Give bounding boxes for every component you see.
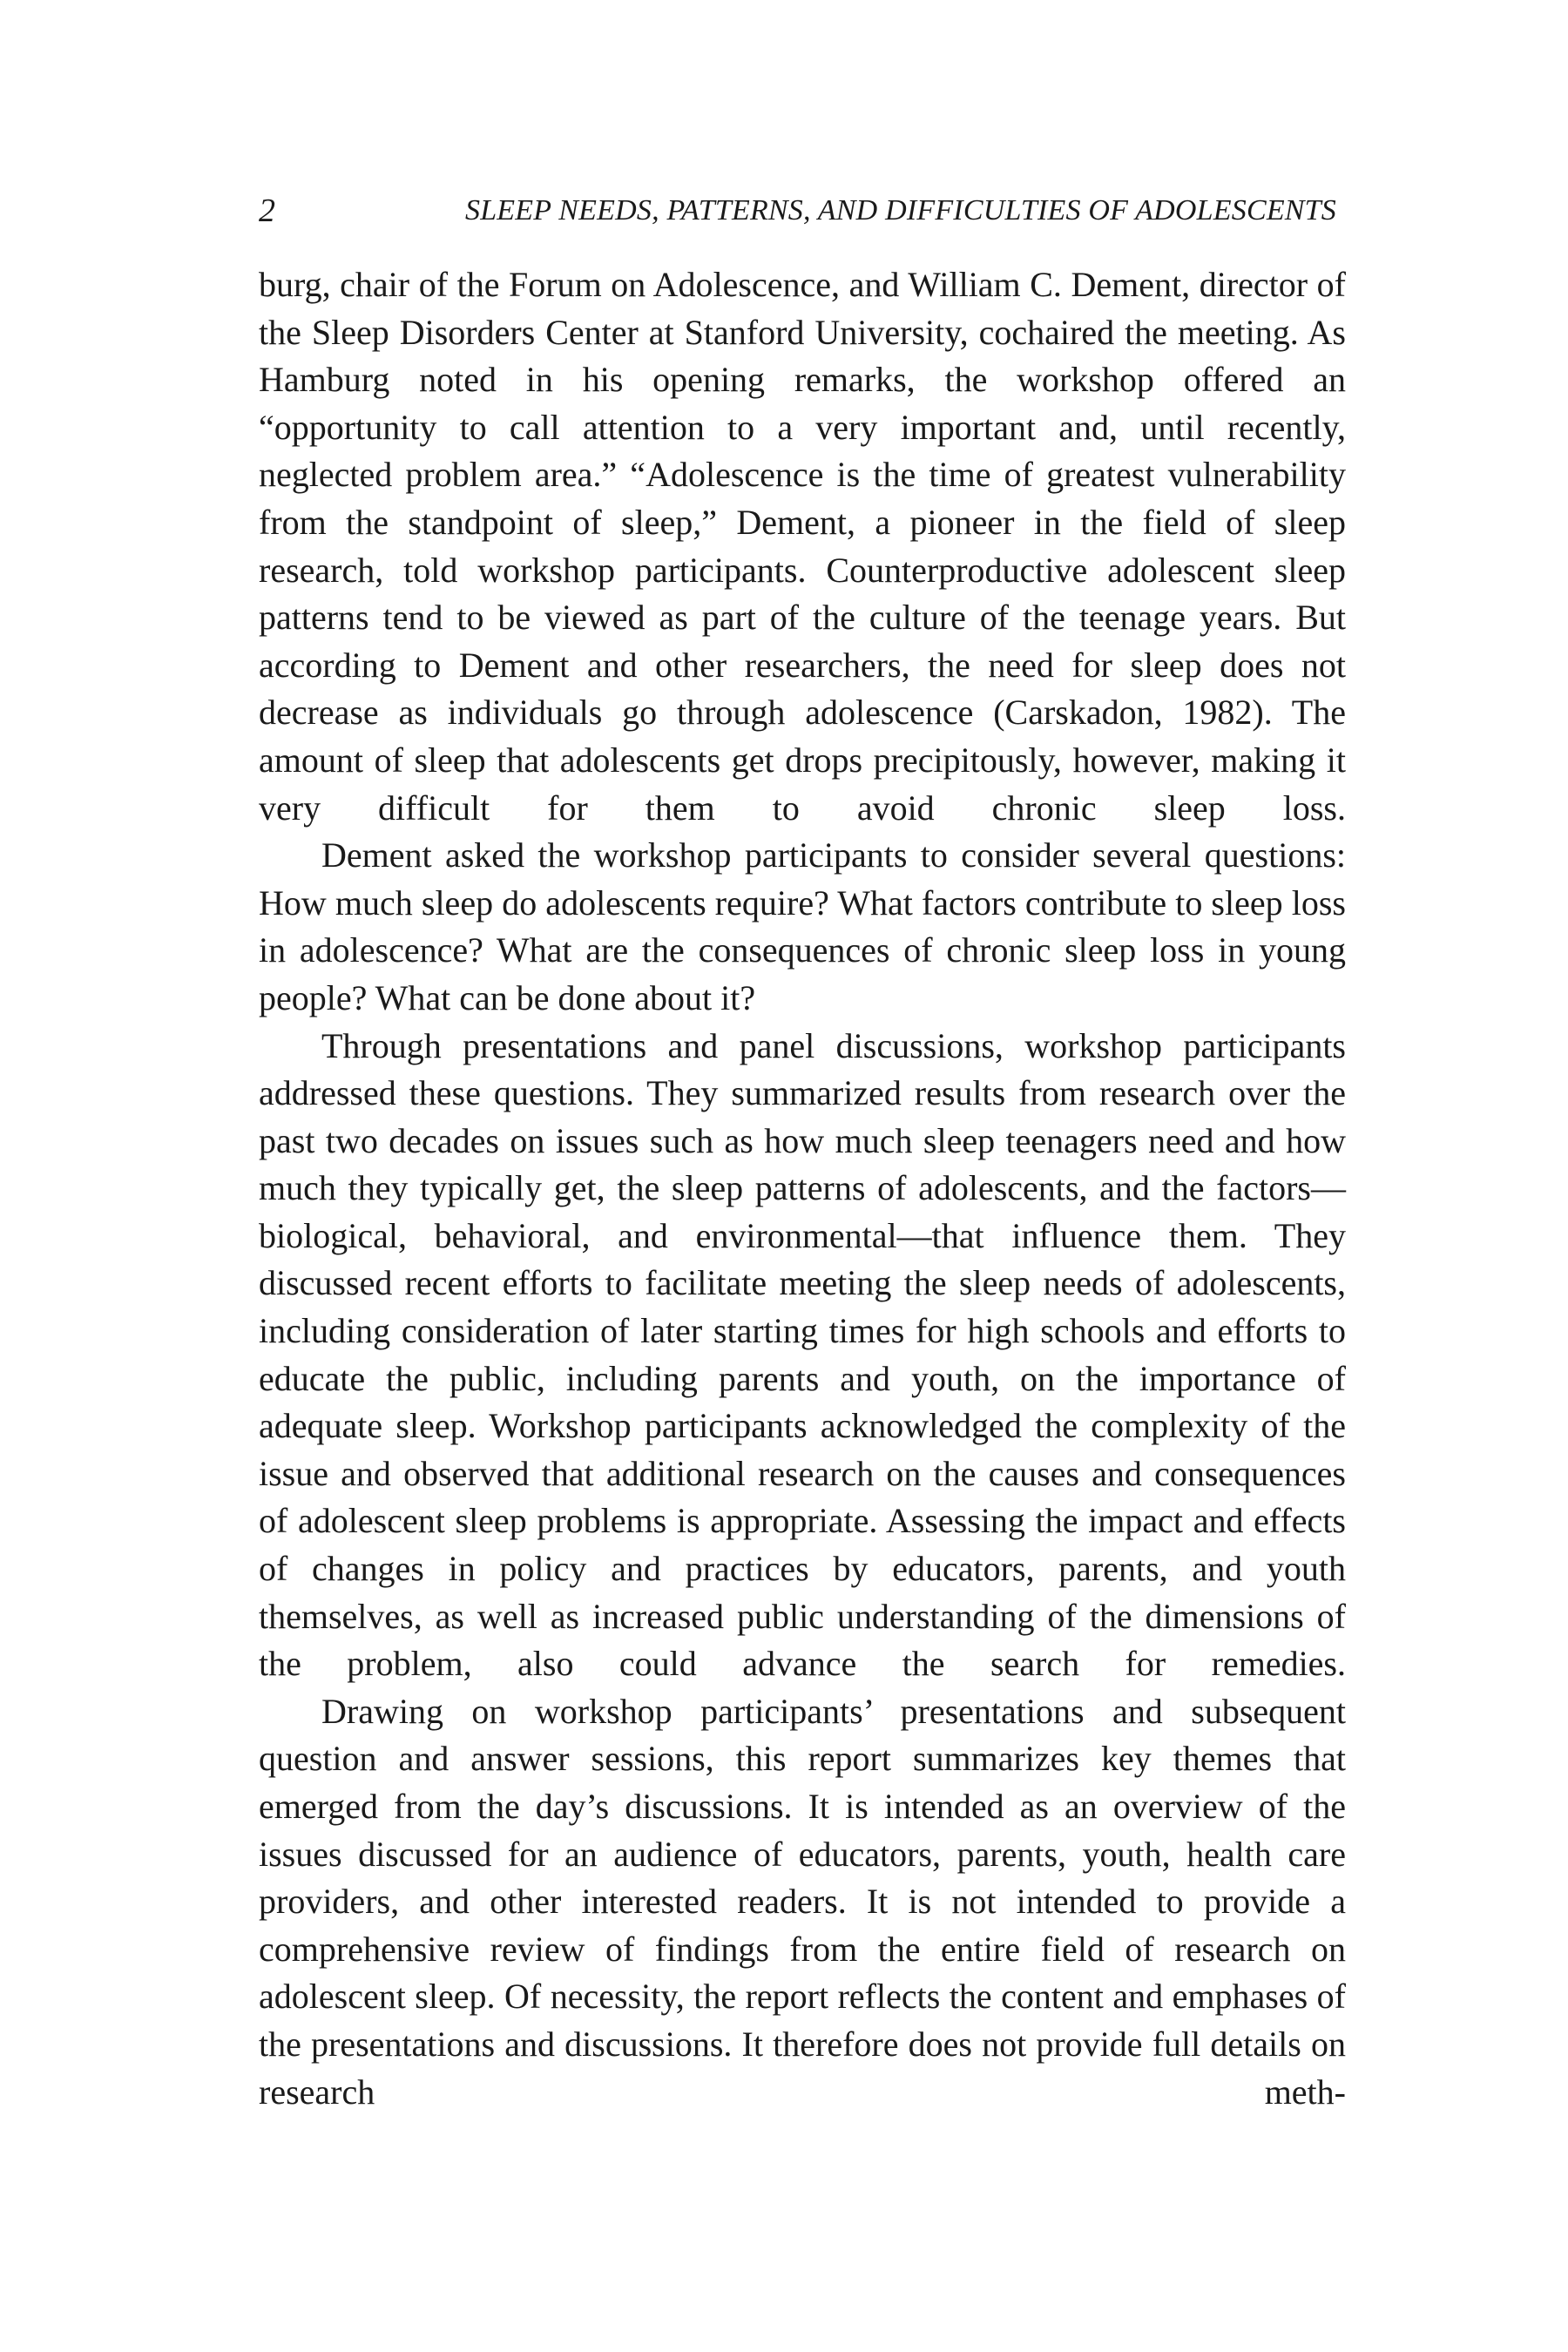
paragraph-report-summary: Drawing on workshop participants’ presentations and subsequent question and answer sessions, this report summarizes key themes that emerged from the day’s discussions. It is intended as an overview of the issues discussed for an audience of educators, parents, youth, health care providers, and other interested readers. It is not intended to provide a comprehensive review of findings from the entire field of research on adolescent sleep. Of necessity, the report reflects the content and emphases of the presentations and discussions. It therefore does not provide full details on research meth- [259, 1691, 1346, 2112]
paragraph-questions: Dement asked the workshop participants to consider several questions: How much sleep do adolescents require? What factors contribute to sleep loss in adolescence? What are the consequences of chronic sleep loss in young people? What can be done about it? [259, 835, 1346, 1017]
paragraph-continued: burg, chair of the Forum on Adolescence, and William C. Dement, director of the Sleep Disorders Center at Stanford University, cochaired the meeting. As Hamburg noted in his opening remarks, the workshop offered an “opportunity to call attention to a very important and, until recently, neglected problem area.” “Adolescence is the time of greatest vulnerability from the standpoint of sleep,” Dement, a pioneer in the field of sleep research, told workshop participants. Counterproductive adolescent sleep patterns tend to be viewed as part of the culture of the teenage years. But according to Dement and other researchers, the need for sleep does not decrease as individuals go through adolescence (Carskadon, 1982). The amount of sleep that adolescents get drops precipitously, however, making it very difficult for them to avoid chronic sleep loss. [259, 265, 1346, 828]
paragraph-presentations: Through presentations and panel discussions, workshop participants addressed these questions. They summarized results from research over the past two decades on issues such as how much sleep teenagers need and how much they typically get, the sleep patterns of adolescents, and the factors—biological, behavioral, and environmental—that influence them. They discussed recent efforts to facilitate meeting the sleep needs of adolescents, including consideration of later starting times for high schools and efforts to educate the public, including parents and youth, on the importance of adequate sleep. Workshop participants acknowledged the complexity of the issue and observed that additional research on the causes and consequences of adolescent sleep problems is appropriate. Assessing the impact and effects of changes in policy and practices by educators, parents, and youth themselves, as well as increased public understanding of the dimensions of the problem, also could advance the search for remedies. [259, 1025, 1346, 1684]
body-text [259, 261, 1346, 2116]
page-number: 2 [259, 193, 275, 229]
running-header [259, 185, 1346, 237]
running-header-title: SLEEP NEEDS, PATTERNS, AND DIFFICULTIES OF ADOLESCENTS [465, 194, 1336, 226]
